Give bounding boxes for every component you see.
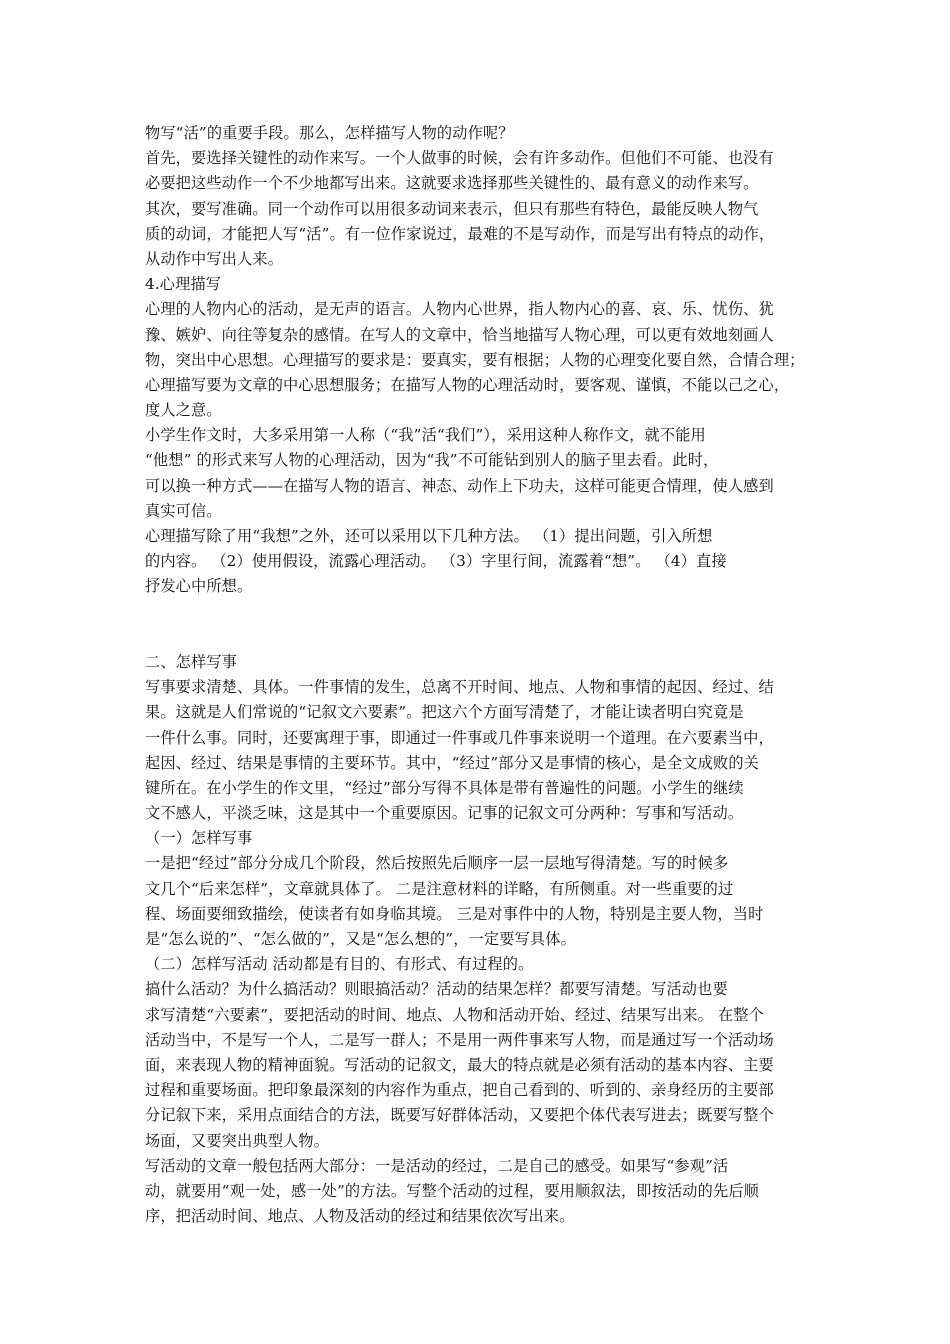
text-line: 写活动的文章一般包括两大部分：一是活动的经过，二是自己的感受。如果写“参观”活 bbox=[145, 1156, 729, 1175]
text-line: 场面，又要突出典型人物。 bbox=[145, 1131, 330, 1150]
document-body bbox=[145, 121, 813, 1229]
text-line: 文不感人，平淡乏味，这是其中一个重要原因。记事的记叙文可分两种：写事和写活动。 bbox=[145, 804, 744, 823]
text-line: 程、场面要细致描绘，使读者有如身临其境。 三是对事件中的人物，特别是主要人物，当时 bbox=[145, 904, 764, 923]
text-line: 分记叙下来，采用点面结合的方法，既要写好群体活动，又要把个体代表写进去；既要写整个 bbox=[145, 1106, 774, 1125]
blank-line bbox=[145, 625, 813, 650]
text-line: 文几个“后来怎样”，文章就具体了。 二是注意材料的详略，有所侧重。对一些重要的过 bbox=[145, 879, 734, 898]
text-line: 可以换一种方式——在描写人物的语言、神态、动作上下功夫，这样可能更合情理，使人感到 bbox=[145, 476, 774, 495]
text-line: 其次，要写准确。同一个动作可以用很多动词来表示，但只有那些有特色，最能反映人物气 bbox=[145, 199, 759, 218]
blank-line bbox=[145, 600, 813, 625]
text-line: “他想” 的形式来写人物的心理活动，因为“我”不可能钻到别人的脑子里去看。此时， bbox=[145, 451, 719, 470]
text-line: 一件什么事。同时，还要寓理于事，即通过一件事或几件事来说明一个道理。在六要素当中， bbox=[145, 728, 774, 747]
text-line: 求写清楚“六要素”，要把活动的时间、地点、人物和活动开始、经过、结果写出来。 在整个 bbox=[145, 1005, 764, 1024]
text-line: 搞什么活动？为什么搞活动？则眼搞活动？活动的结果怎样？都要写清楚。写活动也要 bbox=[145, 980, 728, 999]
text-line: 抒发心中所想。 bbox=[145, 577, 253, 596]
text-line: 心理的人物内心的活动，是无声的语言。人物内心世界，指人物内心的喜、哀、乐、忧伤、犹 bbox=[145, 300, 774, 319]
text-line: 键所在。在小学生的作文里，“经过”部分写得不具体是带有普遍性的问题。小学生的继续 bbox=[145, 778, 744, 797]
text-line: 真实可信。 bbox=[145, 501, 222, 520]
text-line: 度人之意。 bbox=[145, 401, 222, 420]
text-line: 质的动词，才能把人写“活”。有一位作家说过，最难的不是写动作，而是写出有特点的动作， bbox=[145, 224, 775, 243]
text-line: 写事要求清楚、具体。一件事情的发生，总离不开时间、地点、人物和事情的起因、经过、结 bbox=[145, 678, 774, 697]
text-line: 首先，要选择关键性的动作来写。一个人做事的时候，会有许多动作。但他们不可能、也没有 bbox=[145, 149, 774, 168]
text-line: 的内容。 （2）使用假设，流露心理活动。 （3）字里行间，流露着“想”。 （4）直接 bbox=[145, 552, 727, 571]
text-line: 二、怎样写事 bbox=[145, 652, 238, 671]
text-line: 心理描写要为文章的中心思想服务；在描写人物的心理活动时，要客观、谨慎，不能以己之心， bbox=[145, 375, 790, 394]
text-line: （二）怎样写活动 活动都是有目的、有形式、有过程的。 bbox=[145, 955, 534, 974]
text-line: 4.心理描写 bbox=[145, 275, 222, 294]
text-line: 过程和重要场面。把印象最深刻的内容作为重点，把自己看到的、听到的、亲身经历的主要部 bbox=[145, 1081, 774, 1100]
text-line: 物，突出中心思想。心理描写的要求是：要真实，要有根据；人物的心理变化要自然，合情合理； bbox=[145, 350, 805, 369]
text-line: 起因、经过、结果是事情的主要环节。其中，“经过”部分又是事情的核心，是全文成败的关 bbox=[145, 753, 759, 772]
text-line: 面，来表现人物的精神面貌。写活动的记叙文，最大的特点就是必须有活动的基本内容、主要 bbox=[145, 1055, 774, 1074]
text-line: 心理描写除了用“我想”之外，还可以采用以下几种方法。 （1）提出问题，引入所想 bbox=[145, 527, 713, 545]
text-line: 活动当中，不是写一个人，二是写一群人；不是用一两件事来写人物，而是通过写一个活动场 bbox=[145, 1030, 774, 1049]
text-line: 序，把活动时间、地点、人物及活动的经过和结果依次写出来。 bbox=[145, 1207, 575, 1226]
text-line: 果。这就是人们常说的“记叙文六要素”。把这六个方面写清楚了，才能让读者明白究竟是 bbox=[145, 703, 744, 722]
text-line: 豫、嫉妒、向往等复杂的感情。在写人的文章中，恰当地描写人物心理，可以更有效地刻画人 bbox=[145, 325, 774, 344]
text-line: 必要把这些动作一个不少地都写出来。这就要求选择那些关键性的、最有意义的动作来写。 bbox=[145, 174, 759, 193]
text-line: 从动作中写出人来。 bbox=[145, 249, 284, 268]
text-line: 物写“活”的重要手段。那么，怎样描写人物的动作呢？ bbox=[145, 124, 514, 142]
text-line: 一是把“经过”部分分成几个阶段，然后按照先后顺序一层一层地写得清楚。写的时候多 bbox=[145, 854, 729, 873]
text-line: 小学生作文时，大多采用第一人称（“我”活“我们”），采用这种人称作文，就不能用 bbox=[145, 426, 706, 445]
text-line: （一）怎样写事 bbox=[145, 829, 253, 848]
text-line: 动，就要用“观一处，感一处”的方法。写整个活动的过程，要用顺叙法，即按活动的先后顺 bbox=[145, 1181, 759, 1200]
text-line: 是“怎么说的”、“怎么做的”，又是“怎么想的”，一定要写具体。 bbox=[145, 930, 576, 948]
